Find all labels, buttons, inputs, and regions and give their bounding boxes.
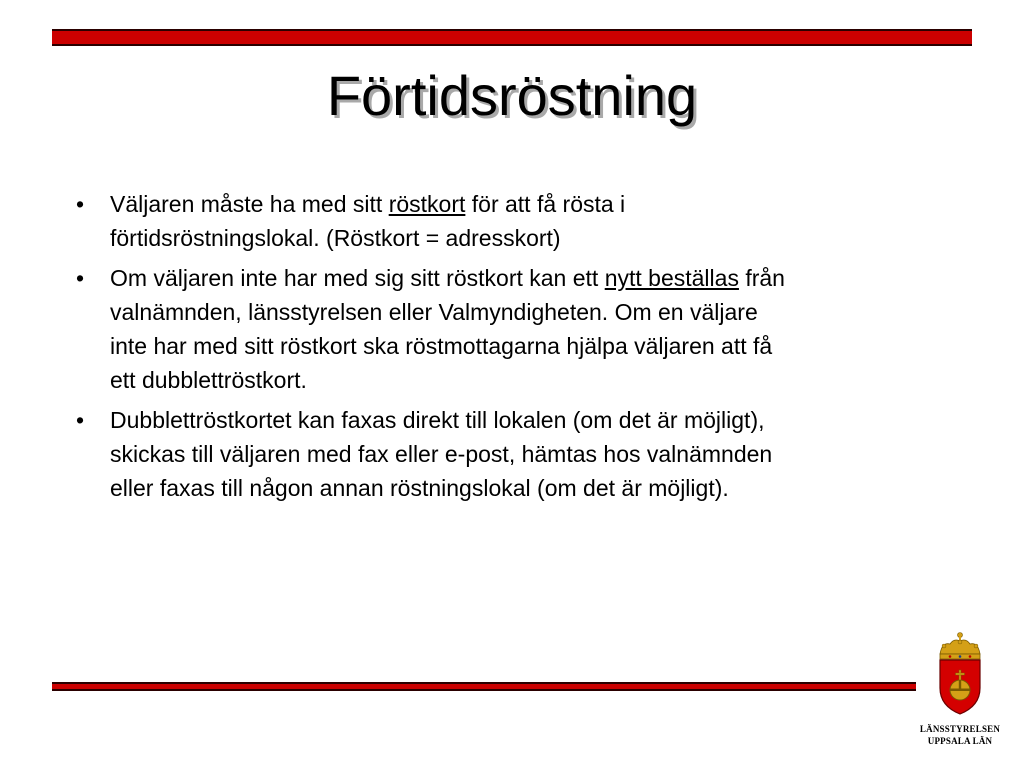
bullet-item: [70, 187, 790, 255]
bullet-marker: •: [75, 265, 85, 291]
lansstyrelsen-logo: [912, 632, 1008, 760]
logo-text-line1: LÄNSSTYRELSEN: [919, 724, 1001, 734]
bullet-text: från valnämnden, länsstyrelsen eller Valmyndigheten. Om en väljare inte har med sitt röstkort ska röstmottagarna hjälpa väljaren att få ett dubblettröstkort.: [110, 265, 785, 393]
bullet-text: Om väljaren inte har med sig sitt röstkort kan ett: [110, 265, 605, 291]
underlined-term: röstkort: [388, 191, 466, 217]
underlined-term: nytt beställas: [604, 265, 739, 291]
bullet-text: Dubblettröstkortet kan faxas direkt till lokalen (om det är möjligt), skickas till väljaren med fax eller e-post, hämtas hos valnämnden eller faxas till någon annan röstningslokal (om det är möjligt).: [110, 407, 773, 501]
bottom-accent-bar: [52, 682, 916, 691]
bullet-item: [70, 403, 790, 505]
coat-of-arms-icon: [934, 632, 986, 720]
bullet-list: [70, 187, 790, 511]
bullet-text: Väljaren måste ha med sitt: [110, 191, 389, 217]
bullet-text: för att få rösta i förtidsröstningslokal. (Röstkort = adresskort): [110, 191, 626, 251]
logo-text-line2: UPPSALA LÄN: [927, 736, 993, 746]
top-accent-bar: [52, 29, 972, 46]
bullet-item: [70, 261, 790, 397]
slide-title: Förtidsröstning: [326, 64, 698, 127]
bullet-marker: •: [75, 407, 85, 433]
bullet-marker: •: [75, 191, 85, 217]
